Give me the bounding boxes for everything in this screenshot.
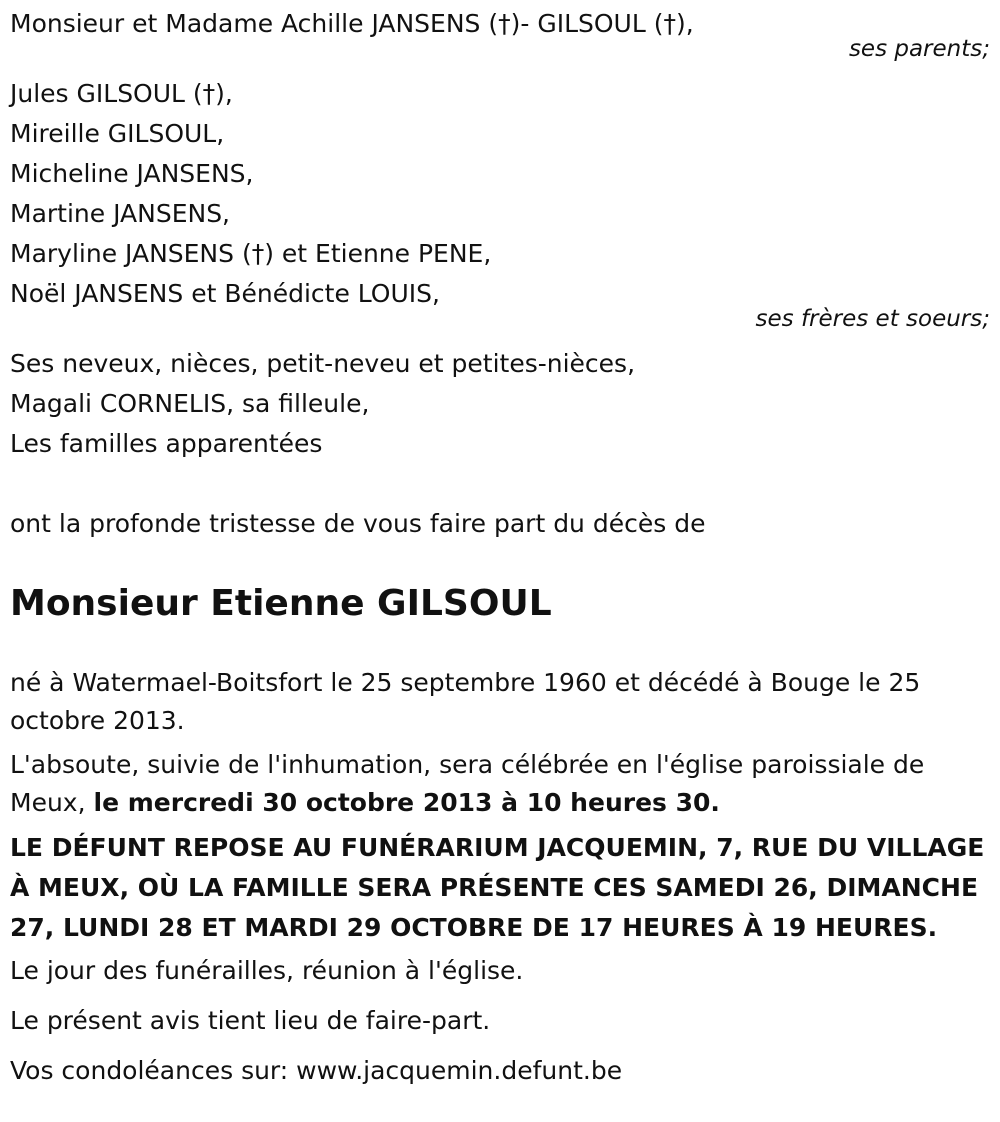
siblings-list	[10, 74, 990, 314]
announcement-text: ont la profonde tristesse de vous faire part du décès de	[10, 509, 706, 538]
sibling-line: Mireille GILSOUL,	[10, 119, 225, 148]
condolences-text: Vos condoléances sur: www.jacquemin.defunt.be	[10, 1056, 623, 1085]
other-relatives-list	[10, 344, 990, 464]
sibling-line: Jules GILSOUL (†),	[10, 79, 233, 108]
sibling-line: Micheline JANSENS,	[10, 159, 254, 188]
relative-line: Ses neveux, nièces, petit-neveu et petites-nièces,	[10, 349, 636, 378]
spacer	[10, 464, 990, 504]
relative-line: Les familles apparentées	[10, 429, 323, 458]
notice-text: Le présent avis tient lieu de faire-part.	[10, 1006, 491, 1035]
birth-death-text: né à Watermael-Boitsfort le 25 septembre 1960 et décédé à Bouge le 25 octobre 2013.	[10, 668, 921, 735]
relative-line: Magali CORNELIS, sa filleule,	[10, 389, 370, 418]
sibling-line: Martine JANSENS,	[10, 199, 231, 228]
parents-line: Monsieur et Madame Achille JANSENS (†)- GILSOUL (†),	[10, 9, 694, 38]
sibling-line: Noël JANSENS et Bénédicte LOUIS,	[10, 279, 440, 308]
ceremony-place: L'absoute, suivie de l'inhumation, sera célébrée en l'église paroissiale de Meux,	[10, 750, 925, 817]
siblings-role: ses frères et soeurs;	[755, 306, 990, 332]
ceremony-text	[10, 746, 990, 822]
ceremony-date: le mercredi 30 octobre 2013 à 10 heures 30.	[93, 788, 720, 817]
visitation-text: LE DÉFUNT REPOSE AU FUNÉRARIUM JACQUEMIN, 7, RUE DU VILLAGE À MEUX, OÙ LA FAMILLE SERA PRÉSENTE CES SAMEDI 26, DIMANCHE 27, LUNDI 28 ET MARDI 29 OCTOBRE DE 17 HEURES À 19 HEURES.	[10, 833, 985, 942]
parents-role: ses parents;	[848, 36, 990, 62]
meeting-text: Le jour des funérailles, réunion à l'église.	[10, 956, 524, 985]
deceased-name: Monsieur Etienne GILSOUL	[10, 583, 552, 624]
sibling-line: Maryline JANSENS (†) et Etienne PENE,	[10, 239, 492, 268]
